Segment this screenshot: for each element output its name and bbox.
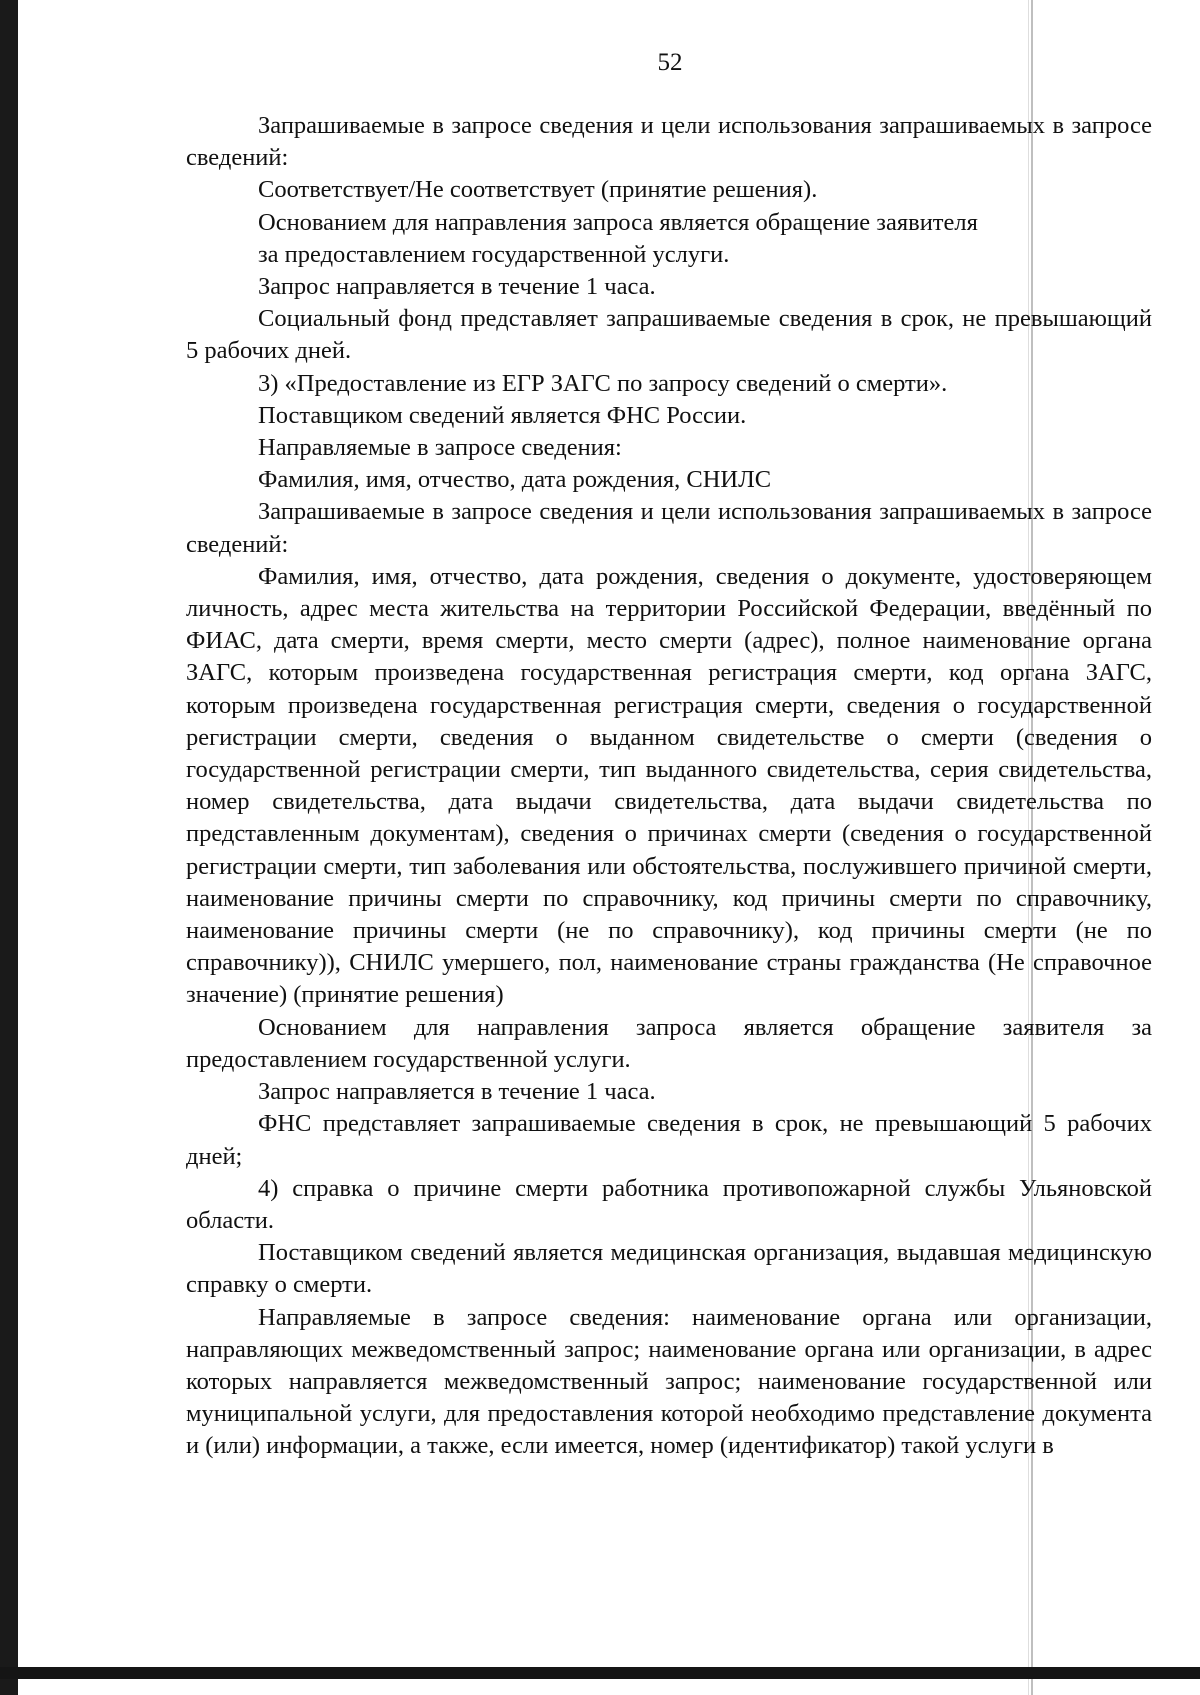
scan-bottom-edge xyxy=(0,1667,1200,1679)
paragraph-timing-1: Запрос направляется в течение 1 часа. xyxy=(258,273,656,301)
paragraph-fns-deadline: ФНС представляет запрашиваемые сведения в срок, не превышающий 5 рабочих дней; xyxy=(186,1110,1152,1170)
paragraph-requested-info-1: Запрашиваемые в запросе сведения и цели использования запрашиваемых в запросе сведений: xyxy=(186,112,1152,172)
paragraph-basis-1b: за предоставлением государственной услуги. xyxy=(258,240,730,268)
page-number: 52 xyxy=(657,49,683,76)
paragraph-timing-2: Запрос направляется в течение 1 часа. xyxy=(258,1078,656,1106)
paragraph-death-record-fields: Фамилия, имя, отчество, дата рождения, сведения о документе, удостоверяющем личность, адрес места жительства на территории Российской Федерации, введённый по ФИАС, дата смерти, время смерти, место смерти (адрес), полное наименование органа ЗАГС, которым произведена государственная регистрация смерти, код органа ЗАГС, которым произведена государственная регистрация смерти, сведения о государственной регистрации смерти, сведения о выданном свидетельстве о смерти (сведения о государственной регистрации смерти, тип выданного свидетельства, серия свидетельства, номер свидетельства, дата выдачи свидетельства, дата выдачи свидетельства по представленным документам), сведения о причинах смерти (сведения о государственной регистрации смерти, тип заболевания или обстоятельства, послужившего причиной смерти, наименование причины смерти по справочнику, код причины смерти по справочнику, наименование причины смерти (не по справочнику), код причины смерти (не по справочнику)), СНИЛС умершего, пол, наименование страны гражданства (Не справочное значение) (принятие решения) xyxy=(186,562,1152,1009)
paragraph-sent-info: Направляемые в запросе сведения: xyxy=(258,434,622,462)
paragraph-match-status: Соответствует/Не соответствует (принятие решения). xyxy=(258,176,818,204)
document-body xyxy=(186,110,1152,1463)
paragraph-requested-info-2: Запрашиваемые в запросе сведения и цели использования запрашиваемых в запросе сведений: xyxy=(186,498,1152,558)
paragraph-supplier-medical: Поставщиком сведений является медицинская организация, выдавшая медицинскую справку о смерти. xyxy=(186,1239,1152,1299)
paragraph-basis-1a: Основанием для направления запроса является обращение заявителя xyxy=(258,208,978,236)
paragraph-item-4-heading: 4) справка о причине смерти работника противопожарной службы Ульяновской области. xyxy=(186,1174,1152,1234)
paragraph-item-3-heading: 3) «Предоставление из ЕГР ЗАГС по запросу сведений о смерти». xyxy=(258,369,948,397)
paragraph-sent-info-item-4: Направляемые в запросе сведения: наименование органа или организации, направляющих межведомственный запрос; наименование органа или организации, в адрес которых направляется межведомственный запрос; наименование государственной или муниципальной услуги, для предоставления которой необходимо представление документа и (или) информации, а также, если имеется, номер (идентификатор) такой услуги в xyxy=(186,1303,1152,1460)
paragraph-sent-fields: Фамилия, имя, отчество, дата рождения, СНИЛС xyxy=(258,466,772,494)
scan-left-edge xyxy=(0,0,18,1695)
paragraph-basis-2: Основанием для направления запроса является обращение заявителя за предоставлением государственной услуги. xyxy=(186,1013,1152,1073)
paragraph-social-fund-deadline: Социальный фонд представляет запрашиваемые сведения в срок, не превышающий 5 рабочих дней. xyxy=(186,305,1152,365)
paragraph-supplier-fns: Поставщиком сведений является ФНС России. xyxy=(258,401,747,429)
